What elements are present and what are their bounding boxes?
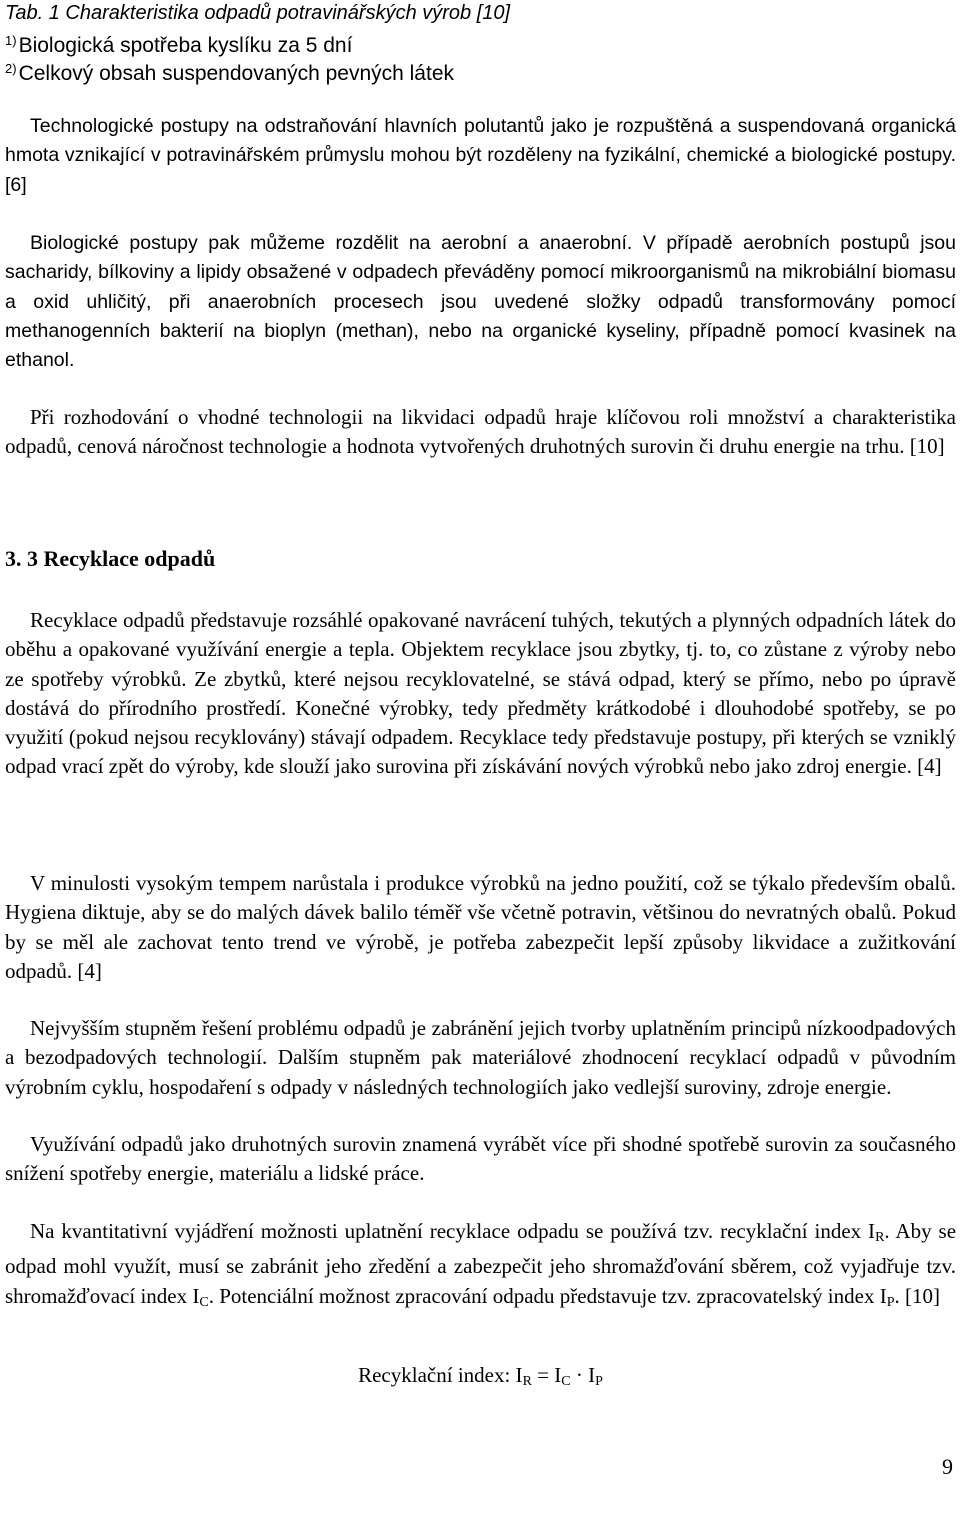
subscript: R [875,1230,885,1245]
footnote-text: Biologická spotřeba kyslíku za 5 dní [18,34,353,57]
paragraph-2: Biologické postupy pak můžeme rozdělit na aerobní a anaerobní. V případě aerobních postupů jsou sacharidy, bílkoviny a lipidy obsažené v odpadech převáděny pomocí mikroorganismů na mikrobiální biomasu a oxid uhličitý, při anaerobních procesech jsou uvedené složky odpadů transformovány pomocí methanogenních bakterií na bioplyn (methan), nebo na organické kyseliny, případně pomocí kvasinek na ethanol. [5,232,956,372]
formula-text: = I [531,1363,562,1387]
recycling-index-formula [5,1361,956,1396]
subscript: C [199,1294,209,1310]
paragraph-6: Nejvyšším stupněm řešení problému odpadů je zabránění jejich tvorby uplatněním principů nízkoodpadových a bezodpadových technologií. Dalším stupněm pak materiálové zhodnocení recyklací odpadů v původním výrobním cyklu, hospodaření s odpady v následných technologiích jako vedlejší suroviny, zdroje energie. [5,1016,956,1099]
text-run: . Potenciální možnost zpracování odpadu představuje tzv. zpracovatelský index I [208,1283,887,1308]
text-run: Na kvantitativní vyjádření možnosti uplatnění recyklace odpadu se používá tzv. recyklační index I [30,1219,876,1243]
paragraph-5: V minulosti vysokým tempem narůstala i produkce výrobků na jedno použití, což se týkalo především obalů. Hygiena diktuje, aby se do malých dávek balilo téměř vše včetně potravin, většinou do nevratných obalů. Pokud by se měl ale zachovat tento trend ve výrobě, je potřeba zabezpečit lepší způsoby likvidace a zužitkování odpadů. [4] [5,871,956,983]
paragraph-7: Využívání odpadů jako druhotných surovin znamená vyrábět více při shodné spotřebě surovin za současného snížení spotřeby energie, materiálu a lidské práce. [5,1132,956,1186]
formula-text: · I [570,1363,596,1387]
text-run: . Aby se odpad mohl využít, musí se zabránit jeho zředění a zabezpečit jeho shromažďování sběrem, což vyjadřuje tzv. shromažďovací index I [5,1219,957,1308]
subscript: C [561,1374,571,1389]
subscript: P [595,1374,603,1389]
text-run: . [10] [894,1283,940,1308]
section-title: Recyklace odpadů [43,546,216,571]
footnote-2 [5,55,454,87]
subscript: R [522,1374,532,1389]
paragraph-3: Při rozhodování o vhodné technologii na likvidaci odpadů hraje klíčovou roli množství a charakteristika odpadů, cenová náročnost technologie a hodnota vytvořených druhotných surovin či druhu energie na trhu. [10] [5,405,956,459]
subscript: P [886,1294,895,1310]
formula-text: Recyklační index: I [358,1363,523,1387]
page-number: 9 [942,1454,953,1479]
paragraph-4: Recyklace odpadů představuje rozsáhlé opakované navrácení tuhých, tekutých a plynných odpadních látek do oběhu a opakované využívání energie a tepla. Objektem recyklace jsou zbytky, tj. to, co zůstane z výroby nebo ze spotřeby výrobků. Ze zbytků, které nejsou recyklovatelné, se stává odpad, který se přímo, nebo po úpravě dostává do přírodního prostředí. Konečné výrobky, tedy předměty krátkodobé i dlouhodobé spotřeby, se po využití (pokud nejsou recyklovány) stávají odpadem. Recyklace tedy představuje postupy, při kterých se vzniklý odpad vrací zpět do výroby, kde slouží jako surovina při získávání nových výrobků nebo jako zdroj energie. [4] [5,608,956,779]
paragraph-8 [5,1217,956,1317]
paragraph-1: Technologické postupy na odstraňování hlavních polutantů jako je rozpuštěná a suspendovaná organická hmota vznikající v potravinářském průmyslu mohou být rozděleny na fyzikální, chemické a biologické postupy. [6] [5,115,956,196]
section-number: 3. 3 [5,546,38,571]
section-heading [5,544,215,573]
footnote-mark: 1) [5,33,17,48]
footnote-text: Celkový obsah suspendovaných pevných látek [18,62,454,85]
footnote-mark: 2) [5,61,17,76]
table-caption: Tab. 1 Charakteristika odpadů potravinářských výrob [10] [5,2,511,24]
